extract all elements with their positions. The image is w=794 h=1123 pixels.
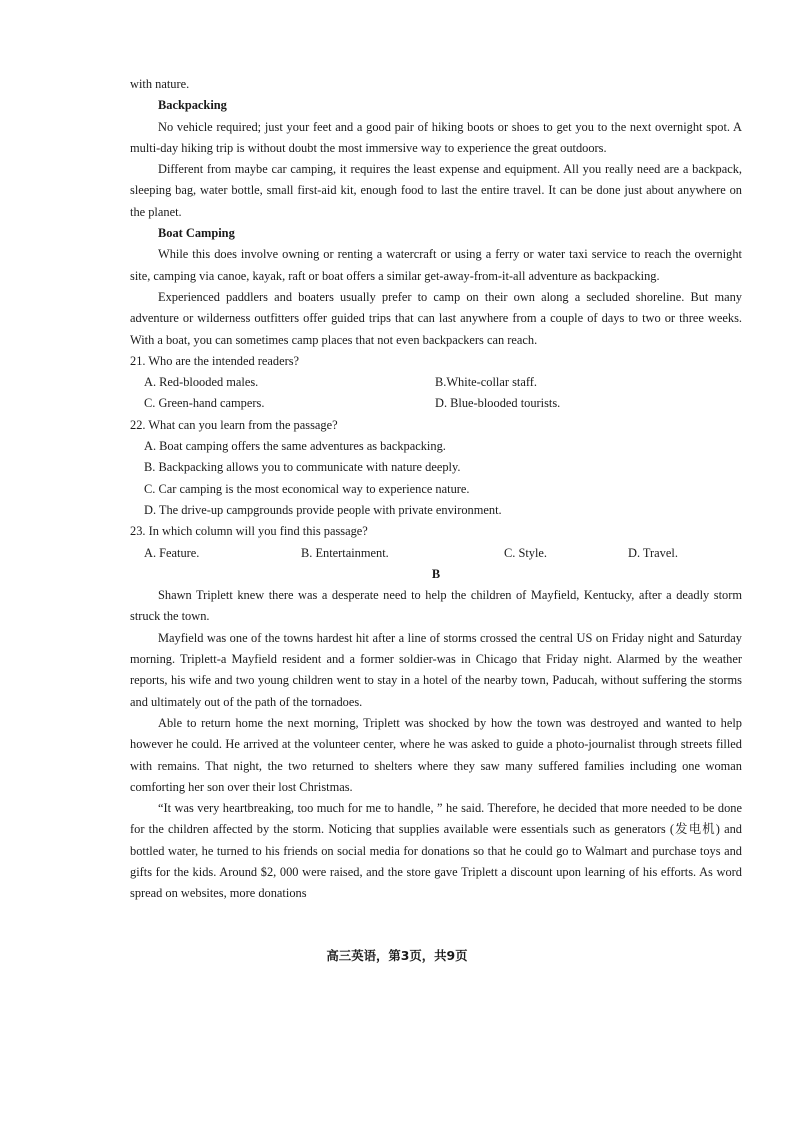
question-22-options <box>130 436 742 521</box>
backpacking-heading: Backpacking <box>158 98 227 113</box>
question-22-stem: 22. What can you learn from the passage? <box>130 417 338 432</box>
question-21-options <box>130 372 742 415</box>
passage-b-paragraph-1: Shawn Triplett knew there was a desperate need to help the children of Mayfield, Kentucky, after a deadly storm struck the town. <box>130 588 742 624</box>
question-21-stem: 21. Who are the intended readers? <box>130 353 300 368</box>
question-21-option-d: D. Blue-blooded tourists. <box>435 396 561 411</box>
question-21-option-a: A. Red-blooded males. <box>144 375 259 390</box>
passage-b-paragraph-3: Able to return home the next morning, Triplett was shocked by how the town was destroyed and wanted to help however he could. He arrived at the volunteer center, where he was asked to guide a photo-journalist through streets filled with remains. That night, the two returned to shelters where they saw many suffered families including one woman comforting her son over their lost Christmas. <box>130 715 742 794</box>
question-23-option-d: D. Travel. <box>628 545 678 560</box>
backpacking-paragraph-1: No vehicle required; just your feet and a good pair of hiking boots or shoes to get you to the next overnight spot. A multi-day hiking trip is without doubt the most immersive way to experience the great outdoors. <box>130 119 742 155</box>
question-22-option-c: C. Car camping is the most economical way to experience nature. <box>144 481 470 496</box>
question-21-option-c: C. Green-hand campers. <box>144 396 265 411</box>
passage-a-intro-tail: with nature. <box>130 77 190 91</box>
passage-b-label: B <box>431 566 441 581</box>
question-22-option-d: D. The drive-up campgrounds provide people with private environment. <box>144 502 502 517</box>
question-23-option-a: A. Feature. <box>144 545 200 560</box>
question-23-options <box>130 543 742 564</box>
passage-b-paragraph-4: “It was very heartbreaking, too much for me to handle, ” he said. Therefore, he decided that more needed to be done for the children affected by the storm. Noticing that supplies available were essentials such as generators (发电机) and bottled water, he turned to his friends on social media for donations so that he could go to Walmart and purchase toys and gifts for the kids. Around $2, 000 were raised, and the store gave Triplett a discount upon learning of his efforts. As word spread on websites, more donations <box>130 801 742 901</box>
backpacking-paragraph-2: Different from maybe car camping, it requires the least expense and equipment. All you really need are a backpack, sleeping bag, water bottle, small first-aid kit, enough food to last the entire travel. It can be done just about anywhere on the planet. <box>130 162 742 219</box>
passage-b-paragraph-2: Mayfield was one of the towns hardest hit after a line of storms crossed the central US on Friday night and Saturday morning. Triplett-a Mayfield resident and a former soldier-was in Chicago that Friday night. Alarmed by the weather reports, his wife and two young children went to stay in a hotel of the nearby town, Paducah, without suffering the storms and ultimately out of the path of the tornadoes. <box>130 630 742 709</box>
question-23-stem: 23. In which column will you find this passage? <box>130 524 368 539</box>
question-23-option-c: C. Style. <box>504 545 548 560</box>
page-footer: 高三英语，第3页，共9页 <box>326 948 468 963</box>
boat-camping-paragraph-1: While this does involve owning or renting a watercraft or using a ferry or water taxi service to reach the overnight site, camping via canoe, kayak, raft or boat offers a similar get-away-from-it-all adventure as backpacking. <box>130 247 742 283</box>
boat-camping-paragraph-2: Experienced paddlers and boaters usually prefer to camp on their own along a secluded shoreline. But many adventure or wilderness outfitters offer guided trips that can last anywhere from a couple of days to two or three weeks. With a boat, you can sometimes camp places that not even backpackers can reach. <box>130 289 742 347</box>
question-22-option-a: A. Boat camping offers the same adventures as backpacking. <box>144 439 446 454</box>
question-21-option-b: B.White-collar staff. <box>435 375 537 390</box>
question-23-option-b: B. Entertainment. <box>301 545 389 560</box>
page-content <box>130 74 742 905</box>
boat-camping-heading: Boat Camping <box>158 226 235 241</box>
question-22-option-b: B. Backpacking allows you to communicate with nature deeply. <box>144 460 461 475</box>
